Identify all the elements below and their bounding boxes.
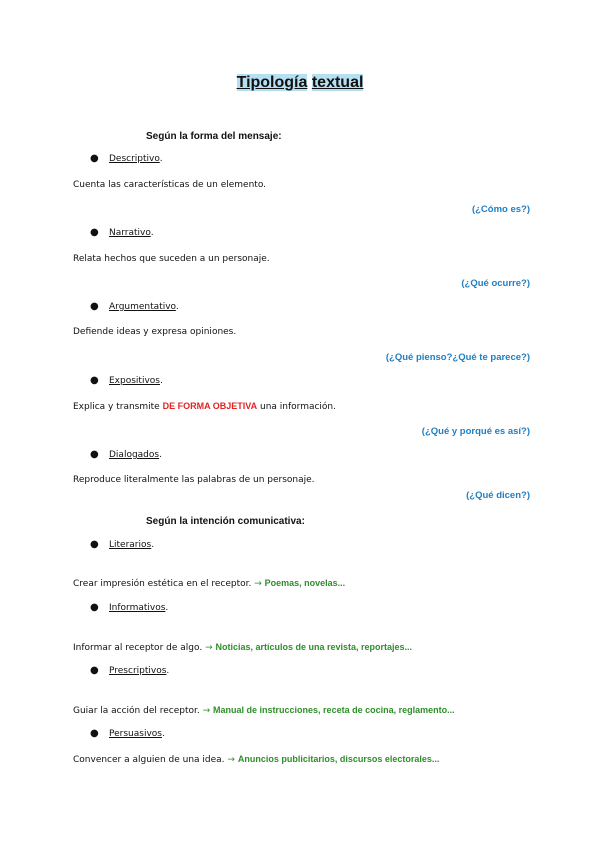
page-title	[0, 74, 600, 92]
item-label: Prescriptivos	[109, 666, 167, 676]
item-examples: Anuncios publicitarios, discursos electorales...	[237, 754, 440, 764]
item-description: Reproduce literalmente las palabras de un personaje.	[73, 475, 315, 485]
item-description	[73, 754, 439, 765]
item-description	[73, 705, 455, 716]
arrow-icon: →	[254, 579, 262, 589]
desc-after: una información.	[259, 402, 336, 412]
arrow-icon: →	[202, 706, 211, 716]
item-description	[73, 578, 345, 589]
title-word-1: Tipología	[236, 74, 308, 91]
section-heading-forma: Según la forma del mensaje:	[146, 131, 282, 142]
desc-highlight: DE FORMA OBJETIVA	[162, 401, 258, 411]
item-question: (¿Qué y porqué es así?)	[421, 426, 530, 437]
item-label: Descriptivo	[109, 154, 160, 164]
bullet-icon: ●	[90, 375, 99, 386]
bullet-icon: ●	[90, 449, 99, 460]
item-question: (¿Qué pienso?¿Qué te parece?)	[385, 352, 530, 363]
item-description	[73, 401, 336, 412]
desc-before: Explica y transmite	[73, 402, 160, 412]
item-description: Defiende ideas y expresa opiniones.	[73, 327, 237, 337]
bullet-icon: ●	[90, 301, 99, 312]
item-label: Expositivos	[109, 376, 160, 386]
section-heading-intencion: Según la intención comunicativa:	[146, 516, 305, 527]
desc-text: Convencer a alguien de una idea.	[73, 755, 225, 765]
item-label: Argumentativo	[109, 302, 176, 312]
desc-text: Crear impresión estética en el receptor.	[73, 579, 252, 589]
item-description: Cuenta las características de un elemento.	[73, 180, 267, 190]
item-examples: Manual de instrucciones, receta de cocina, reglamento...	[213, 705, 455, 715]
desc-text: Guiar la acción del receptor.	[73, 706, 200, 716]
bullet-icon: ●	[90, 602, 99, 613]
arrow-icon: →	[205, 643, 213, 653]
bullet-icon: ●	[90, 728, 99, 739]
item-question: (¿Qué dicen?)	[466, 490, 530, 501]
item-examples: Poemas, novelas...	[264, 578, 346, 588]
item-question: (¿Qué ocurre?)	[461, 278, 530, 289]
arrow-icon: →	[227, 755, 235, 765]
item-label: Narrativo	[109, 228, 151, 238]
item-examples: Noticias, artículos de una revista, reportajes...	[215, 642, 413, 652]
bullet-icon: ●	[90, 665, 99, 676]
desc-text: Informar al receptor de algo.	[73, 643, 203, 653]
item-description: Relata hechos que suceden a un personaje.	[73, 254, 270, 264]
bullet-icon: ●	[90, 153, 99, 164]
bullet-icon: ●	[90, 539, 99, 550]
item-question: (¿Cómo es?)	[471, 204, 530, 215]
item-description	[73, 642, 412, 653]
bullet-icon: ●	[90, 227, 99, 238]
title-word-2: textual	[311, 74, 364, 91]
item-label: Informativos	[109, 603, 166, 613]
item-label: Literarios	[109, 540, 152, 550]
item-label: Persuasivos	[109, 729, 162, 739]
item-label: Dialogados	[109, 450, 160, 460]
